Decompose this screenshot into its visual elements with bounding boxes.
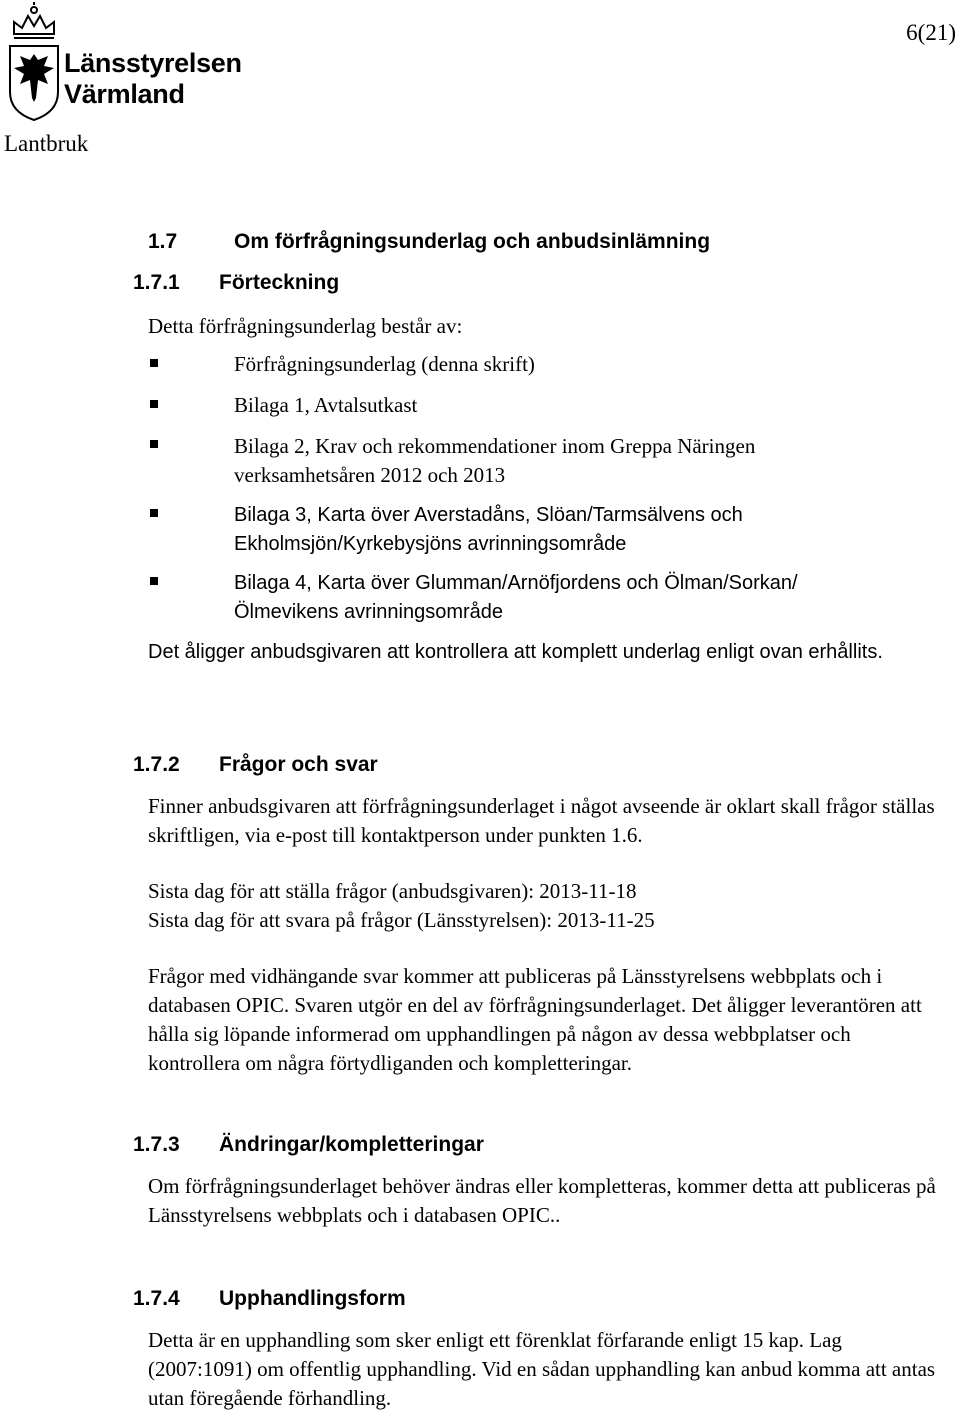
paragraph: Detta är en upphandling som sker enligt ett förenklat förfarande enligt 15 kap. Lag (2007:1091) om offentlig upphandling. Vid en sådan upphandling kan anbud komma att antas utan föregående förhandling. — [148, 1328, 936, 1410]
paragraph: Finner anbudsgivaren att förfrågningsunderlaget i något avseende är oklart skall frågor ställas skriftligen, via e-post till kontaktperson under punkten 1.6. — [148, 794, 935, 847]
section-title: Frågor och svar — [219, 753, 378, 776]
section-title: Upphandlingsform — [219, 1287, 406, 1310]
section-number: 1.7.4 — [133, 1287, 180, 1310]
list-intro: Detta förfrågningsunderlag består av: — [148, 314, 463, 338]
deadline-answers: Sista dag för att svara på frågor (Länsstyrelsen): 2013-11-25 — [148, 908, 655, 932]
list-item: Förfrågningsunderlag (denna skrift) — [234, 352, 535, 376]
bullet-icon — [150, 509, 158, 517]
section-title: Förteckning — [219, 271, 340, 294]
list-closing-text: Det åligger anbudsgivaren att kontrollera att komplett underlag enligt ovan erhållits. — [148, 641, 883, 663]
bullet-icon — [150, 359, 158, 367]
crown-eagle-emblem-icon — [4, 2, 64, 122]
section-heading-1-7 — [148, 230, 938, 258]
logo-line-1: Länsstyrelsen — [64, 48, 242, 78]
logo-line-2: Värmland — [64, 79, 185, 109]
section-number: 1.7.2 — [133, 753, 180, 776]
section-number: 1.7.1 — [133, 271, 180, 294]
logo-wordmark — [64, 48, 242, 110]
list-item: Bilaga 2, Krav och rekommendationer inom Greppa Näringen verksamhetsåren 2012 och 2013 — [234, 434, 756, 487]
list-item: Bilaga 4, Karta över Glumman/Arnöfjordens och Ölman/Sorkan/ Ölmevikens avrinningsområde — [234, 572, 798, 623]
section-heading-1-7-4 — [133, 1287, 933, 1315]
deadline-questions: Sista dag för att ställa frågor (anbudsgivaren): 2013-11-18 — [148, 879, 637, 903]
section-heading-1-7-2 — [133, 753, 933, 781]
page-number: 6(21) — [906, 20, 956, 45]
bullet-icon — [150, 577, 158, 585]
section-heading-1-7-3 — [133, 1133, 933, 1161]
section-heading-1-7-1 — [133, 271, 933, 299]
bullet-icon — [150, 440, 158, 448]
department-label: Lantbruk — [4, 131, 89, 156]
section-title: Ändringar/kompletteringar — [219, 1133, 484, 1156]
section-number: 1.7 — [148, 230, 178, 253]
paragraph: Om förfrågningsunderlaget behöver ändras eller kompletteras, kommer detta att publiceras på Länsstyrelsens webbplats och i databasen OPIC.. — [148, 1174, 936, 1227]
section-title: Om förfrågningsunderlag och anbudsinlämning — [234, 230, 711, 253]
list-item: Bilaga 3, Karta över Averstadåns, Slöan/Tarmsälvens och Ekholmsjön/Kyrkebysjöns avrinningsområde — [234, 504, 743, 555]
paragraph: Frågor med vidhängande svar kommer att publiceras på Länsstyrelsens webbplats och i databasen OPIC. Svaren utgör en del av förfrågningsunderlaget. Det åligger leverantören att hålla sig löpande informerad om upphandlingen på någon av dessa webbplatser och kontrollera om några förtydliganden och kompletteringar. — [148, 964, 922, 1075]
bullet-icon — [150, 400, 158, 408]
list-item: Bilaga 1, Avtalsutkast — [234, 393, 418, 417]
section-number: 1.7.3 — [133, 1133, 180, 1156]
